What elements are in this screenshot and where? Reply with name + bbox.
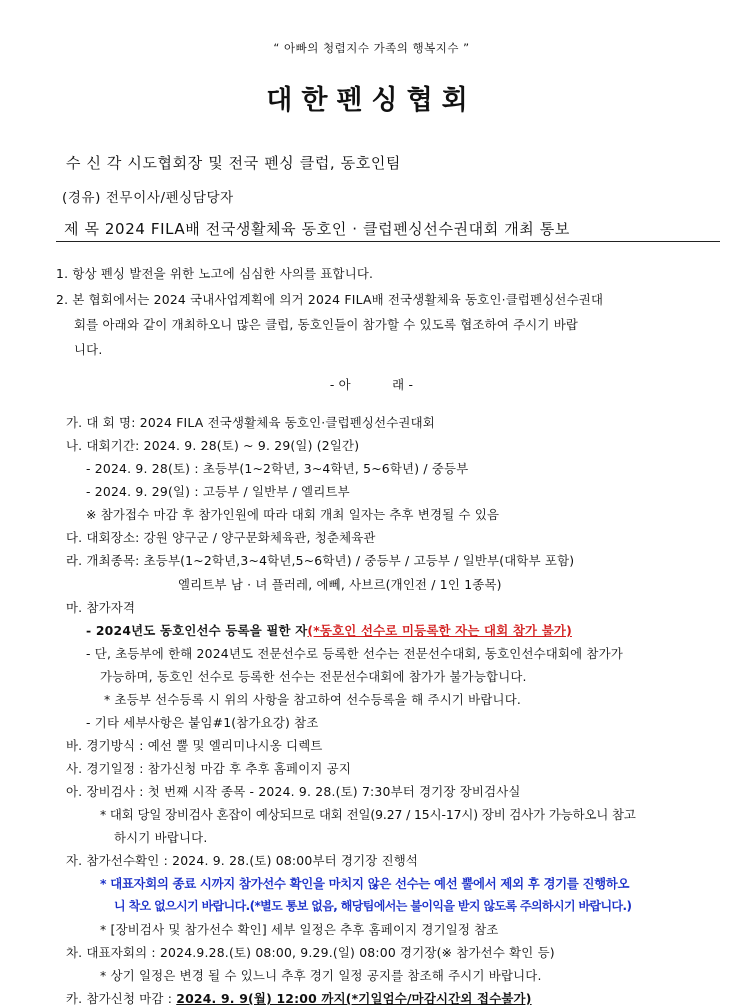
item-ba: 바. 경기방식 : 예선 뿔 및 엘리미나시옹 디렉트 — [66, 738, 323, 753]
item-ka — [66, 989, 532, 1007]
item-ma-2c: * 초등부 선수등록 시 위의 사항을 참고하여 선수등록을 해 주시기 바랍니다. — [104, 692, 521, 707]
item-cha-1: 차. 대표자회의 : 2024.9.28.(토) 08:00, 9.29.(일) 08:00 경기장(※ 참가선수 확인 등) — [66, 945, 555, 960]
item-na-2: - 2024. 9. 29(일) : 고등부 / 일반부 / 엘리트부 — [86, 484, 350, 499]
item-ra-1: 라. 개최종목: 초등부(1~2학년,3~4학년,5~6학년) / 중등부 / 고등부 / 일반부(대학부 포함) — [66, 553, 575, 568]
item-ra-2: 엘리트부 남 · 녀 플러레, 에뻬, 사브르(개인전 / 1인 1종목) — [178, 577, 502, 592]
via-line: (경유) 전무이사/펜싱담당자 — [62, 190, 234, 206]
item-na-1: - 2024. 9. 28(토) : 초등부(1~2학년, 3~4학년, 5~6학년) / 중등부 — [86, 461, 469, 476]
item-a-2b: 하시기 바랍니다. — [114, 830, 208, 845]
below-heading: - 아 래 - — [329, 377, 414, 392]
item-sa: 사. 경기일정 : 참가신청 마감 후 추후 홈페이지 공지 — [66, 761, 352, 776]
recipient-line: 수 신 각 시도협회장 및 전국 펜싱 클럽, 동호인팀 — [66, 154, 402, 172]
item-ma-2b: 가능하며, 동호인 선수로 등록한 선수는 전문선수대회에 참가가 불가능합니다. — [100, 669, 527, 684]
item-na: 나. 대회기간: 2024. 9. 28(토) ~ 9. 29(일) (2일간) — [66, 438, 360, 453]
item-ja-2a: * 대표자회의 종료 시까지 참가선수 확인을 마치지 않은 선수는 예선 뿔에서 제외 후 경기를 진행하오 — [100, 876, 630, 891]
item-ma-1-main: - 2024년도 동호인선수 등록을 필한 자 — [86, 623, 308, 638]
paragraph-2-line-3: 니다. — [74, 342, 103, 357]
item-a-1: 아. 장비검사 : 첫 번째 시작 종목 - 2024. 9. 28.(토) 7:30부터 경기장 장비검사실 — [66, 784, 521, 799]
org-title: 대한펜싱협회 — [266, 85, 477, 116]
item-ga: 가. 대 회 명: 2024 FILA 전국생활체육 동호인·클럽펜싱선수권대회 — [66, 415, 435, 430]
item-cha-2: * 상기 일정은 변경 될 수 있느니 추후 경기 일정 공지를 참조해 주시기 바랍니다. — [100, 968, 542, 983]
item-ma-2a: - 단, 초등부에 한해 2024년도 전문선수로 등록한 선수는 전문선수대회, 동호인선수대회에 참가가 — [86, 646, 623, 661]
slogan: “ 아빠의 청렴지수 가족의 행복지수 ” — [273, 41, 470, 55]
item-ka-deadline: 2024. 9. 9(월) 12:00 까지(*기일엄수/마감시간외 접수불가) — [176, 991, 532, 1006]
item-ma-3: - 기타 세부사항은 붙임#1(참가요강) 참조 — [86, 715, 319, 730]
item-da: 다. 대회장소: 강원 양구군 / 양구문화체육관, 청춘체육관 — [66, 530, 376, 545]
item-ja-3: * [장비검사 및 참가선수 확인] 세부 일정은 추후 홈페이지 경기일정 참조 — [100, 922, 499, 937]
paragraph-1: 1. 항상 펜싱 발전을 위한 노고에 심심한 사의를 표합니다. — [56, 266, 374, 281]
item-ma-1-warning: (*동호인 선수로 미등록한 자는 대회 참가 불가) — [307, 623, 572, 638]
item-na-note: ※ 참가접수 마감 후 참가인원에 따라 대회 개최 일자는 추후 변경될 수 있음 — [86, 507, 500, 522]
item-ja-1: 자. 참가선수확인 : 2024. 9. 28.(토) 08:00부터 경기장 진행석 — [66, 853, 419, 868]
paragraph-2-line-1: 2. 본 협회에서는 2024 국내사업계획에 의거 2024 FILA배 전국생활체육 동호인·클럽펜싱선수권대 — [56, 292, 604, 307]
item-ma-1 — [86, 621, 572, 639]
item-a-2a: * 대회 당일 장비검사 혼잡이 예상되므로 대회 전일(9.27 / 15시-17시) 장비 검사가 가능하오니 참고 — [100, 807, 636, 822]
subject-line: 제 목 2024 FILA배 전국생활체육 동호인 · 클럽펜싱선수권대회 개최 통보 — [64, 220, 570, 238]
header-divider — [56, 241, 720, 242]
item-ka-label: 카. 참가신청 마감 : — [66, 991, 177, 1006]
item-ja-2b: 니 착오 없으시기 바랍니다.(*별도 통보 없음, 해당팀에서는 불이익을 받지 않도록 주의하시기 바랍니다.) — [114, 899, 632, 913]
item-ma: 마. 참가자격 — [66, 600, 136, 615]
paragraph-2-line-2: 회를 아래와 같이 개최하오니 많은 클럽, 동호인들이 참가할 수 있도록 협조하여 주시기 바랍 — [74, 317, 579, 332]
